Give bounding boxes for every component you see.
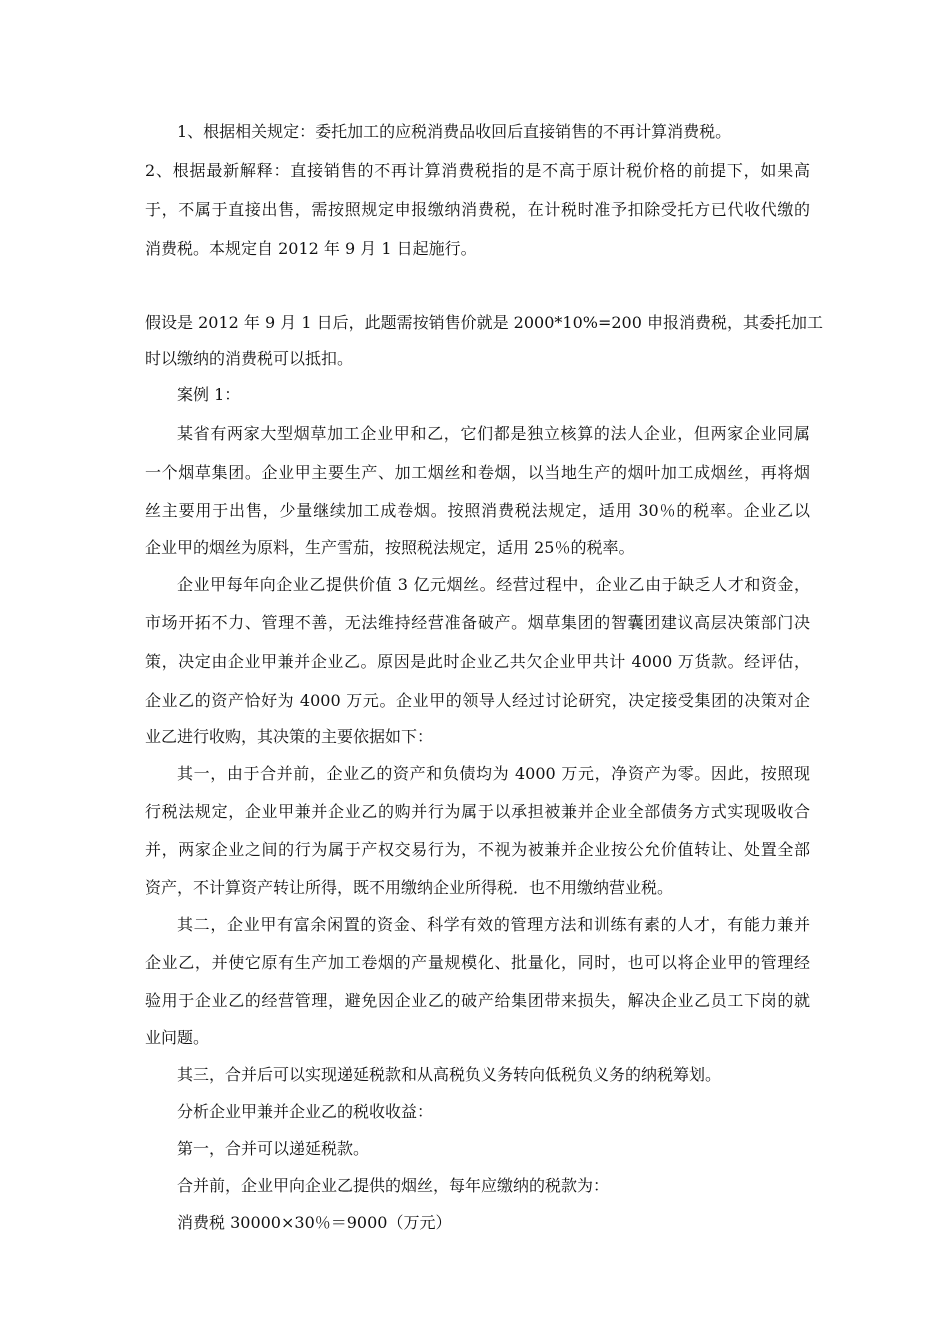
paragraph-line: 丝主要用于出售，少量继续加工成卷烟。按照消费税法规定，适用 30％的税率。企业乙以 — [145, 501, 810, 520]
paragraph-line: 市场开拓不力、管理不善，无法维持经营准备破产。烟草集团的智囊团建议高层决策部门决 — [145, 613, 810, 632]
paragraph-line: 2、根据最新解释：直接销售的不再计算消费税指的是不高于原计税价格的前提下，如果高 — [145, 161, 810, 180]
paragraph-line: 业乙进行收购，其决策的主要依据如下： — [145, 727, 434, 746]
formula-line: 消费税 30000×30％＝9000（万元） — [177, 1213, 452, 1232]
paragraph-line: 行税法规定，企业甲兼并企业乙的购并行为属于以承担被兼并企业全部债务方式实现吸收合 — [145, 802, 810, 821]
paragraph-line: 业问题。 — [145, 1028, 210, 1047]
paragraph-line: 时以缴纳的消费税可以抵扣。 — [145, 349, 354, 368]
paragraph-line: 企业甲的烟丝为原料，生产雪茄，按照税法规定，适用 25％的税率。 — [145, 538, 635, 557]
paragraph-line: 合并前，企业甲向企业乙提供的烟丝，每年应缴纳的税款为： — [177, 1176, 610, 1195]
paragraph-line: 其二，企业甲有富余闲置的资金、科学有效的管理方法和训练有素的人才，有能力兼并 — [177, 915, 810, 934]
paragraph-line: 并，两家企业之间的行为属于产权交易行为，不视为被兼并企业按公允价值转让、处置全部 — [145, 840, 810, 859]
paragraph-line: 假设是 2012 年 9 月 1 日后，此题需按销售价就是 2000*10%=200 申报消费税，其委托加工 — [145, 313, 823, 332]
paragraph-line: 策，决定由企业甲兼并企业乙。原因是此时企业乙共欠企业甲共计 4000 万货款。经评估， — [145, 652, 810, 671]
paragraph-line: 1、根据相关规定：委托加工的应税消费品收回后直接销售的不再计算消费税。 — [177, 122, 732, 141]
case-heading: 案例 1： — [177, 385, 241, 404]
paragraph-line: 资产，不计算资产转让所得，既不用缴纳企业所得税．也不用缴纳营业税。 — [145, 878, 674, 897]
paragraph-line: 一个烟草集团。企业甲主要生产、加工烟丝和卷烟，以当地生产的烟叶加工成烟丝，再将烟 — [145, 463, 810, 482]
paragraph-line: 企业乙，并使它原有生产加工卷烟的产量规模化、批量化，同时，也可以将企业甲的管理经 — [145, 953, 810, 972]
paragraph-line: 某省有两家大型烟草加工企业甲和乙，它们都是独立核算的法人企业，但两家企业同属 — [177, 424, 810, 443]
paragraph-line: 分析企业甲兼并企业乙的税收收益： — [177, 1102, 434, 1121]
paragraph-line: 其三，合并后可以实现递延税款和从高税负义务转向低税负义务的纳税筹划。 — [177, 1065, 722, 1084]
paragraph-line: 消费税。本规定自 2012 年 9 月 1 日起施行。 — [145, 239, 477, 258]
paragraph-line: 第一，合并可以递延税款。 — [177, 1139, 370, 1158]
paragraph-line: 企业甲每年向企业乙提供价值 3 亿元烟丝。经营过程中，企业乙由于缺乏人才和资金， — [177, 575, 810, 594]
paragraph-line: 企业乙的资产恰好为 4000 万元。企业甲的领导人经过讨论研究，决定接受集团的决策对企 — [145, 691, 810, 710]
paragraph-line: 于，不属于直接出售，需按照规定申报缴纳消费税，在计税时准予扣除受托方已代收代缴的 — [145, 200, 810, 219]
paragraph-line: 其一，由于合并前，企业乙的资产和负债均为 4000 万元，净资产为零。因此，按照现 — [177, 764, 810, 783]
paragraph-line: 验用于企业乙的经营管理，避免因企业乙的破产给集团带来损失，解决企业乙员工下岗的就 — [145, 991, 810, 1010]
